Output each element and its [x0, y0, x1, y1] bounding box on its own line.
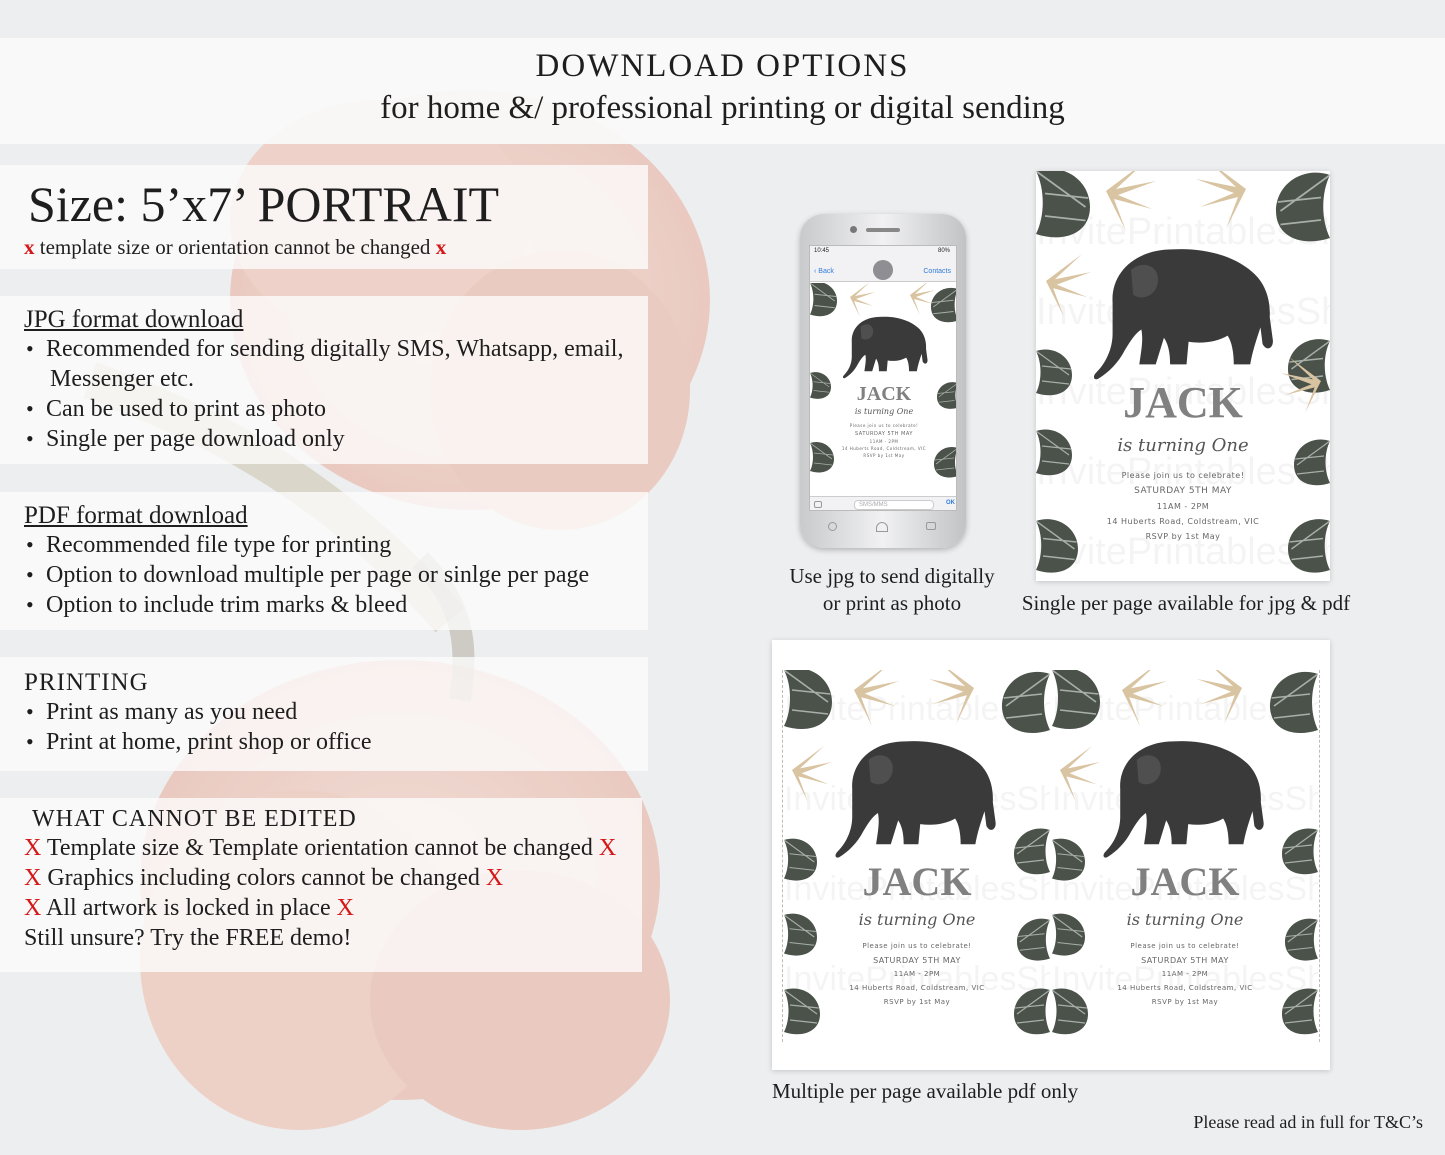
list-item [24, 863, 642, 893]
elephant-icon [1100, 734, 1270, 859]
elephant-icon [838, 313, 934, 379]
invitation-script: is turning One [854, 407, 914, 416]
trim-mark [1319, 670, 1320, 1042]
invitation-line: Please join us to celebrate! [1121, 471, 1245, 480]
pdf-panel [0, 492, 648, 630]
jpg-panel [0, 296, 648, 464]
status-time: 10:45 [814, 248, 830, 254]
invitation-date: SATURDAY 5TH MAY [1134, 486, 1232, 496]
sms-input[interactable]: SMS/MMS [854, 500, 934, 510]
page-title: DOWNLOAD OPTIONS [535, 48, 910, 84]
camera-icon[interactable] [814, 501, 822, 508]
list-item: • Print at home, print shop or office [24, 727, 648, 757]
invitation-script: is turning One [1126, 910, 1244, 929]
invitation-time: 11AM - 2PM [869, 439, 899, 444]
list-item [24, 893, 642, 923]
list-item-text: Graphics including colors cannot be changed [47, 865, 480, 891]
size-note [24, 235, 446, 260]
list-item-text: All artwork is locked in place [46, 895, 331, 921]
elephant-icon [1090, 241, 1280, 381]
size-title: Size: 5’x7’ PORTRAIT [28, 176, 500, 232]
status-bar [810, 246, 956, 258]
trim-mark [782, 670, 783, 1042]
demo-note: Still unsure? Try the FREE demo! [24, 925, 352, 951]
x-mark: x [24, 235, 35, 259]
message-input-bar [810, 496, 957, 511]
phone-screen [809, 245, 957, 511]
message-header [810, 258, 956, 282]
size-panel [0, 165, 648, 269]
invitation-name: JACK [862, 859, 972, 904]
phone-invitation [810, 283, 957, 487]
list-item: • Print as many as you need [24, 697, 648, 727]
multiple-caption: Multiple per page available pdf only [772, 1079, 1079, 1103]
search-icon [828, 522, 837, 531]
avatar-icon [873, 260, 893, 280]
footnote: Please read ad in full for T&C’s [1193, 1112, 1423, 1132]
invitation-rsvp: RSVP by 1st May [883, 998, 951, 1006]
list-item: • Option to include trim marks & bleed [24, 590, 648, 620]
invitation-date: SATURDAY 5TH MAY [873, 956, 961, 965]
single-caption: Single per page available for jpg & pdf [1021, 591, 1351, 615]
back-icon [926, 522, 936, 530]
x-mark: X [485, 865, 504, 891]
cannot-edit-panel [0, 798, 642, 972]
x-mark: X [24, 895, 42, 921]
phone-caption: Use jpg to send digitally or print as photo [789, 564, 995, 615]
phone-speaker [866, 228, 900, 232]
home-icon [876, 522, 888, 532]
invitation-script: is turning One [1117, 435, 1249, 456]
x-mark: X [598, 835, 617, 861]
invitation-date: SATURDAY 5TH MAY [855, 431, 913, 437]
invitation-rsvp: RSVP by 1st May [1145, 532, 1221, 541]
contacts-button[interactable]: Contacts [923, 268, 951, 275]
phone-camera [850, 226, 857, 233]
list-item: • Can be used to print as photo [24, 394, 648, 424]
invitation-time: 11AM - 2PM [893, 970, 941, 978]
header-banner [0, 38, 1445, 144]
invitation-name: JACK [1123, 378, 1243, 427]
invitation-address: 14 Huberts Road, Coldstream, VIC [841, 446, 927, 451]
invitation-name: JACK [856, 383, 912, 405]
list-item: • Recommended file type for printing [24, 530, 648, 560]
x-mark: x [435, 235, 447, 259]
x-mark: X [24, 835, 42, 861]
invitation-address: 14 Huberts Road, Coldstream, VIC [849, 984, 985, 992]
invitation-line: Please join us to celebrate! [862, 942, 972, 950]
send-button[interactable]: OK [946, 500, 955, 506]
invitation-time: 11AM - 2PM [1161, 970, 1209, 978]
invitation-date: SATURDAY 5TH MAY [1141, 956, 1229, 965]
x-mark: X [24, 865, 42, 891]
invitation-name: JACK [1130, 859, 1240, 904]
phone-nav-bar [820, 520, 946, 536]
list-item: • Single per page download only [24, 424, 648, 454]
sheet-invitation-left [784, 670, 1050, 1044]
invitation-line: Please join us to celebrate! [1130, 942, 1240, 950]
invitation-rsvp: RSVP by 1st May [863, 453, 905, 458]
x-mark: X [336, 895, 354, 921]
list-item [24, 833, 642, 863]
invitation-time: 11AM - 2PM [1156, 502, 1210, 511]
phone-mockup [800, 214, 966, 548]
size-note-text: template size or orientation cannot be changed [39, 235, 431, 259]
page-subtitle: for home &/ professional printing or digital sending [380, 90, 1065, 126]
sheet-invitation-right [1052, 670, 1318, 1044]
multiple-per-page-sheet [772, 640, 1330, 1070]
printing-heading: PRINTING [24, 669, 149, 696]
printing-panel [0, 657, 648, 771]
list-item-continuation: Messenger etc. [50, 366, 194, 392]
cannot-edit-heading: WHAT CANNOT BE EDITED [32, 806, 357, 832]
list-item-text: Template size & Template orientation cannot be changed [46, 835, 593, 861]
invitation-address: 14 Huberts Road, Coldstream, VIC [1106, 517, 1260, 526]
pdf-heading: PDF format download [24, 502, 248, 529]
invitation-script: is turning One [858, 910, 976, 929]
invitation-rsvp: RSVP by 1st May [1151, 998, 1219, 1006]
elephant-icon [832, 734, 1002, 859]
back-button[interactable]: ‹ Back [814, 268, 834, 275]
single-invitation-card [1036, 171, 1330, 581]
invitation-address: 14 Huberts Road, Coldstream, VIC [1117, 984, 1253, 992]
list-item: • Option to download multiple per page or sinlge per page [24, 560, 648, 590]
list-item: • Recommended for sending digitally SMS, Whatsapp, email, [24, 334, 648, 364]
status-battery: 80% [937, 248, 950, 254]
jpg-heading: JPG format download [24, 306, 244, 333]
invitation-line: Please join us to celebrate! [849, 423, 919, 428]
